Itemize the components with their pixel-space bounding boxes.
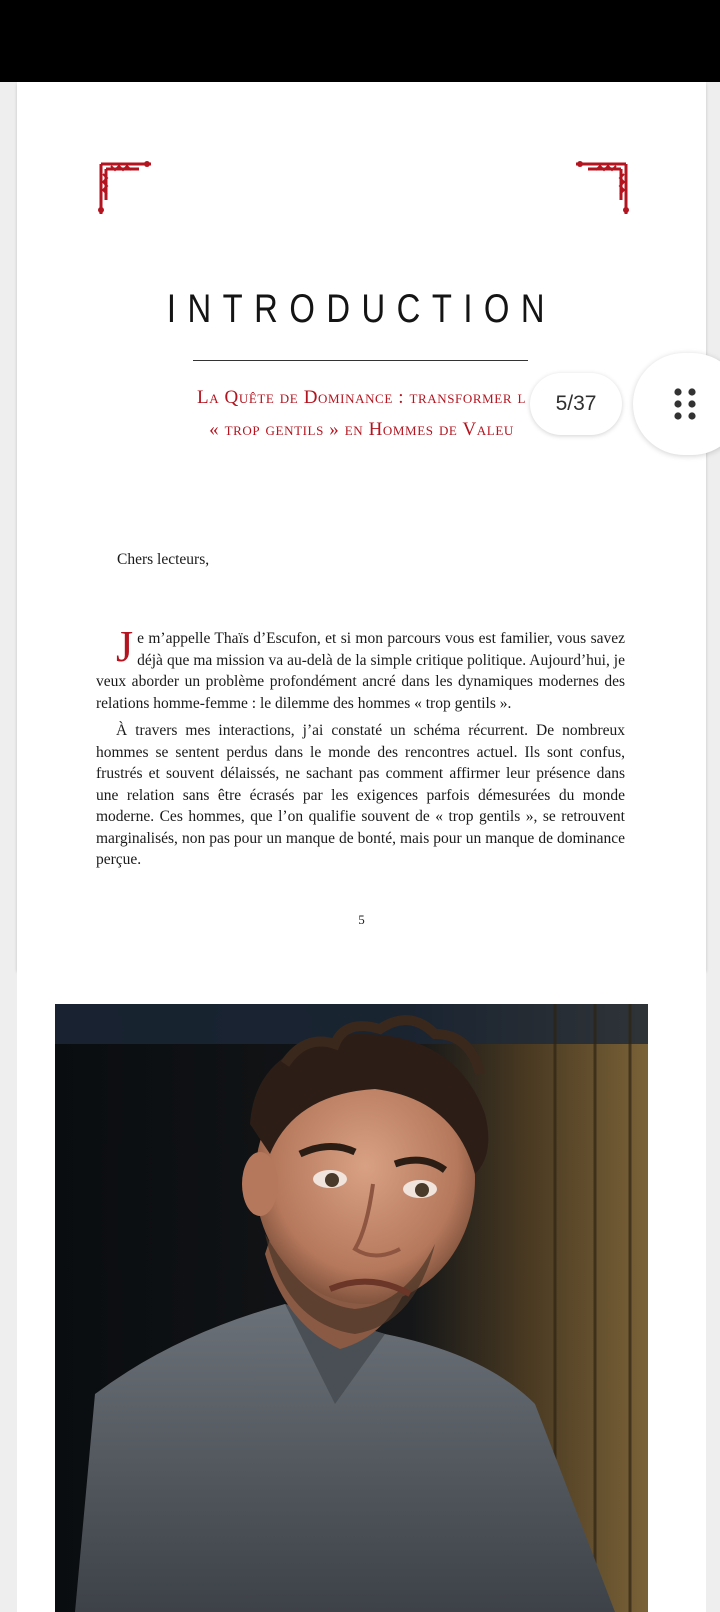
dots-grid-icon [673, 387, 697, 421]
book-page-5 [17, 82, 706, 970]
page-number: 5 [358, 912, 365, 927]
body-text [96, 622, 625, 877]
subtitle-line-1: La Quête de Dominance : transformer l [196, 387, 527, 408]
title-divider [193, 360, 528, 361]
paragraph-1-text: e m’appelle Thaïs d’Escufon, et si mon parcours vous est familier, vous savez déjà que ma mission va au-delà de la simple critique politique. Aujourd’hui, je veux aborder un problème profondément ancré dans les dynamiques modernes des relations homme-femme : le dilemme des hommes « trop gentils ». [96, 630, 625, 712]
subtitle-line-2: « trop gentils » en Hommes de Valeu [209, 419, 514, 440]
book-page-6 [17, 966, 706, 1612]
paragraph-2: À travers mes interactions, j’ai constaté un schéma récurrent. De nombreux hommes se sentent perdus dans le monde des rencontres actuel. Ils sont confus, frustrés et souvent délaissés, ne sachant pas comment affirmer leur présence dans une relation sans être écrasés par les exigences parfois démesurées du monde moderne. Ces hommes, que l’on qualifie souvent de « trop gentils », se retrouvent marginalisés, non pas pour un manque de bonté, mais pour un manque de dominance perçue. [96, 722, 625, 868]
status-bar [0, 0, 720, 82]
drop-cap: J [116, 622, 134, 671]
ornament-corner-icon [570, 160, 630, 220]
greeting-text: Chers lecteurs, [117, 551, 210, 568]
page-indicator[interactable]: 5/37 [530, 373, 622, 435]
paragraph-1 [96, 622, 625, 714]
chapter-title: INTRODUCTION [166, 287, 557, 331]
ornament-corner-icon [97, 160, 157, 220]
portrait-illustration [55, 1004, 648, 1612]
